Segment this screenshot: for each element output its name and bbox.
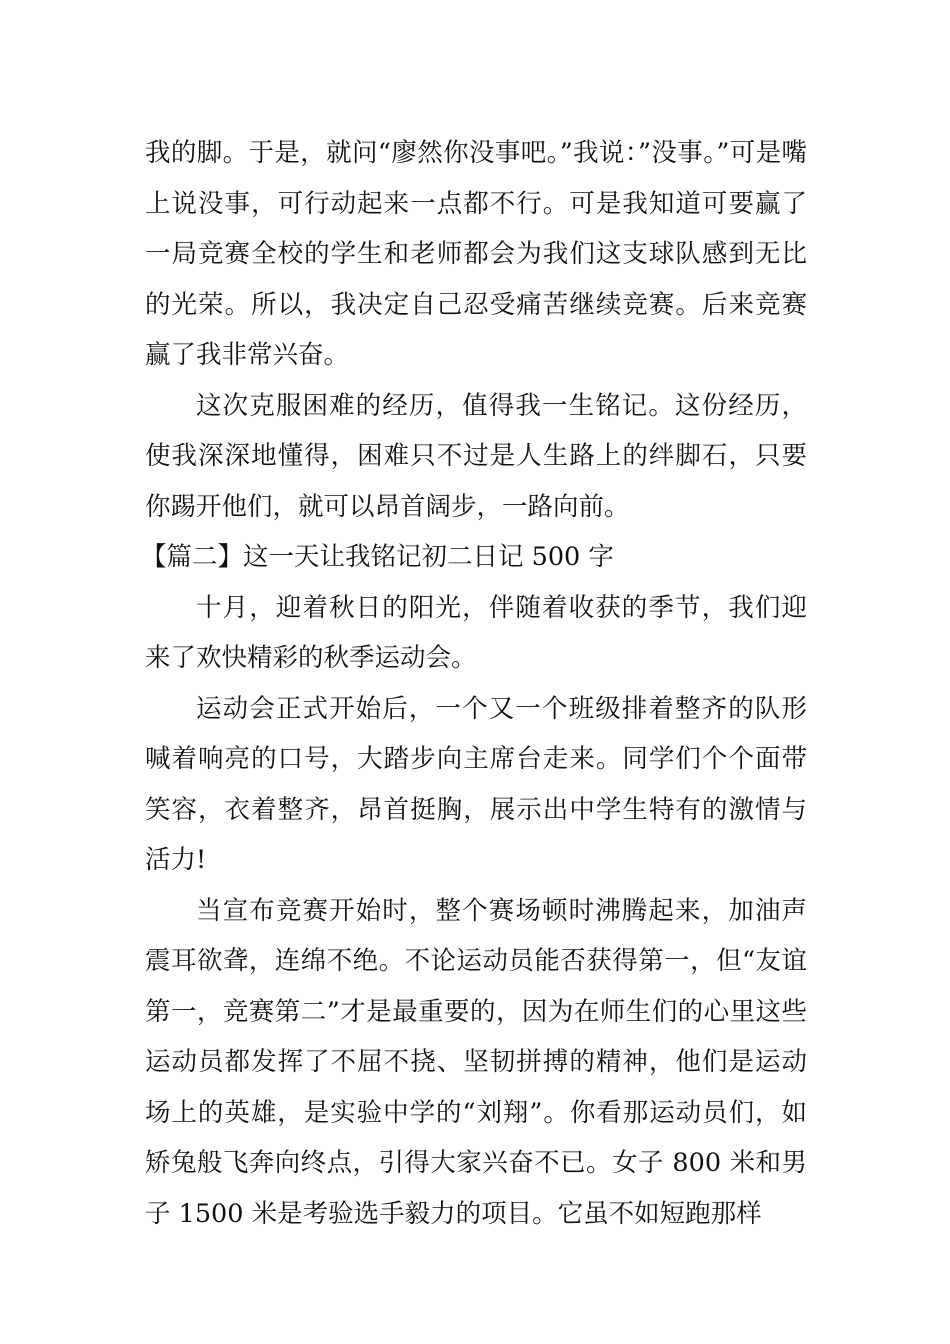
paragraph: 十月，迎着秋日的阳光，伴随着收获的季节，我们迎来了欢快精彩的秋季运动会。 xyxy=(145,592,807,673)
section-title: 【篇二】这一天让我铭记初二日记 500 字 xyxy=(141,542,614,572)
paragraph: 当宣布竞赛开始时，整个赛场顿时沸腾起来，加油声震耳欲聋，连绵不绝。不论运动员能否获得第一，但“友谊第一，竞赛第二”才是最重要的，因为在师生们的心里这些运动员都发挥了不屈不挠、坚韧拼搏的精神，他们是运动场上的英雄，是实验中学的“刘翔”。你看那运动员们，如矫兔般飞奔向终点，引得大家兴奋不已。女子 800 米和男子 1500 米是考验选手毅力的项目。它虽不如短跑那样 xyxy=(145,895,807,1229)
paragraph: 我的脚。于是，就问“廖然你没事吧。”我说：”没事。”可是嘴上说没事，可行动起来一点都不行。可是我知道可要赢了一局竞赛全校的学生和老师都会为我们这支球队感到无比的光荣。所以，我决定自己忍受痛苦继续竞赛。后来竞赛赢了我非常兴奋。 xyxy=(145,138,807,370)
paragraph: 这次克服困难的经历，值得我一生铭记。这份经历，使我深深地懂得，困难只不过是人生路上的绊脚石，只要你踢开他们，就可以昂首阔步，一路向前。 xyxy=(145,390,807,522)
document-page xyxy=(141,128,807,1239)
paragraph: 运动会正式开始后，一个又一个班级排着整齐的队形喊着响亮的口号，大踏步向主席台走来。同学们个个面带笑容，衣着整齐，昂首挺胸，展示出中学生特有的激情与活力! xyxy=(145,693,807,875)
